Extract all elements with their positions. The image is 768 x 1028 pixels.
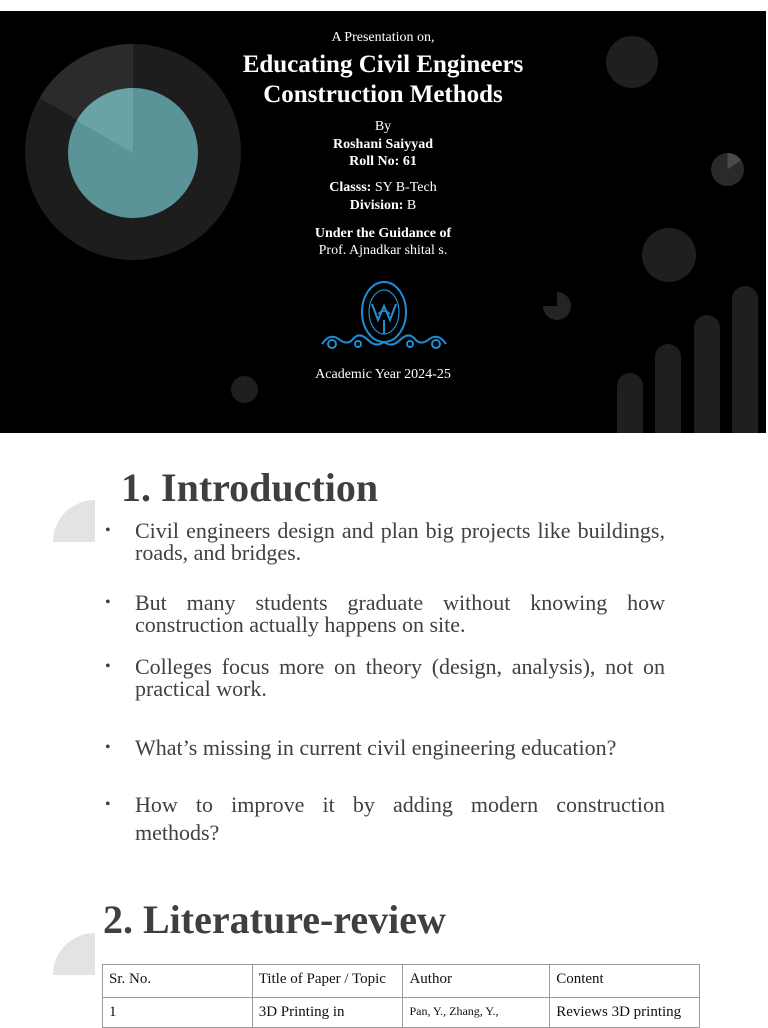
column-header: Sr. No. [103, 965, 253, 998]
introduction-bullets [103, 520, 665, 847]
bullet-text: What’s missing in current civil engineering education? [135, 735, 617, 760]
decorative-bar [655, 344, 681, 433]
table-header-row [103, 965, 700, 998]
bullet-text: How to improve it by adding modern construction methods? [135, 792, 665, 845]
decorative-bar [732, 286, 758, 433]
list-item [103, 592, 665, 636]
title-block [183, 29, 583, 259]
division-label: Division: [349, 198, 404, 213]
table-cell: 3D Printing in [252, 998, 403, 1028]
list-item [103, 791, 665, 847]
decorative-quarter-circle [53, 933, 95, 975]
bullet-text: Colleges focus more on theory (design, analysis), not on practical work. [135, 654, 665, 701]
decorative-pie-icon [711, 153, 744, 186]
pre-title: A Presentation on, [331, 30, 435, 45]
bullet-icon: • [105, 594, 111, 611]
column-header: Content [550, 965, 700, 998]
class-label: Classs: [329, 180, 372, 195]
division-line [183, 197, 583, 215]
bullet-text: Civil engineers design and plan big projects like buildings, roads, and bridges. [135, 518, 665, 565]
class-value: SY B-Tech [374, 180, 437, 195]
academic-year: Academic Year 2024-25 [315, 367, 451, 382]
teal-circle-highlight [68, 88, 198, 218]
table-cell: Pan, Y., Zhang, Y., [403, 998, 550, 1028]
introduction-heading: 1. Introduction [121, 465, 379, 510]
by-label: By [374, 119, 392, 134]
guide-name: Prof. Ajnadkar shital s. [318, 243, 448, 258]
decorative-bar [617, 373, 643, 433]
title-line: Educating Civil Engineers [242, 51, 524, 78]
list-item [103, 737, 665, 759]
column-header: Author [403, 965, 550, 998]
college-crest-logo [318, 274, 450, 354]
decorative-circle [606, 36, 658, 88]
table-row [103, 998, 700, 1028]
list-item [103, 520, 665, 564]
roll-number: Roll No: 61 [349, 154, 417, 169]
decorative-quarter-circle [53, 500, 95, 542]
title-slide [0, 11, 766, 433]
bullet-text: But many students graduate without knowing how construction actually happens on site. [135, 590, 665, 637]
decorative-circle [642, 228, 696, 282]
author-name: Roshani Saiyyad [333, 137, 433, 152]
division-value: B [406, 198, 417, 213]
class-line [183, 179, 583, 197]
bullet-icon: • [105, 658, 111, 675]
table-cell: Reviews 3D printing [550, 998, 700, 1028]
presentation-title [183, 50, 583, 110]
literature-review-heading: 2. Literature-review [103, 897, 446, 942]
decorative-bar [694, 315, 720, 433]
bullet-icon: • [105, 796, 111, 813]
decorative-pie-icon [543, 292, 571, 320]
bullet-icon: • [105, 739, 111, 756]
bullet-icon: • [105, 522, 111, 539]
title-line: Construction Methods [263, 81, 503, 108]
literature-table [102, 964, 700, 1028]
guidance-heading: Under the Guidance of [314, 226, 452, 241]
list-item [103, 656, 665, 700]
table-cell: 1 [103, 998, 253, 1028]
column-header: Title of Paper / Topic [252, 965, 403, 998]
